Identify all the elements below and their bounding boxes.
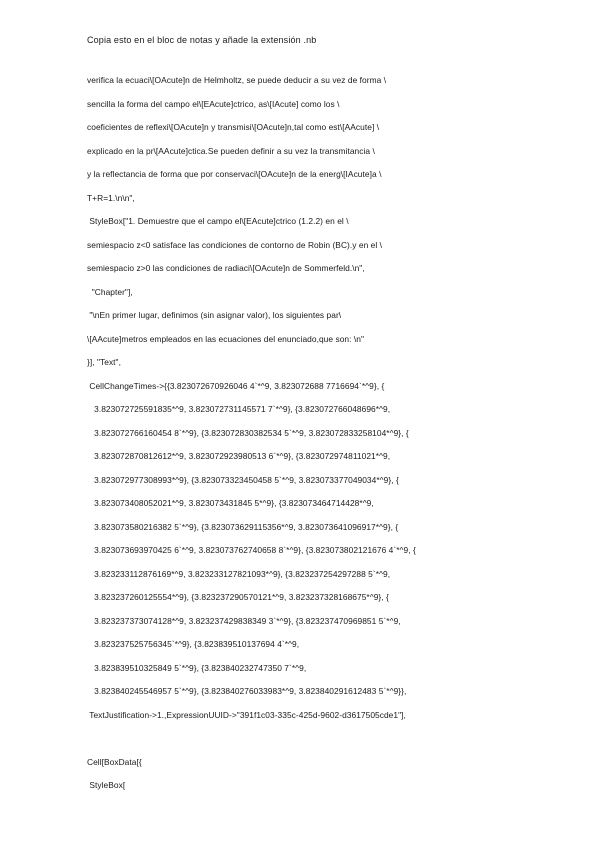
text-line: }], "Text",	[87, 357, 121, 367]
text-line: "\nEn primer lugar, definimos (sin asignar valor), los siguientes par\	[87, 310, 342, 320]
text-line: 3.823840245546957 5`*^9}, {3.823840276033983*^9, 3.823840291612483 5`*^9}},	[87, 686, 407, 696]
text-line: StyleBox[	[87, 780, 126, 790]
text-line: Cell[BoxData[{	[87, 756, 142, 767]
text-line: 3.823237373074128*^9, 3.823237429838349 3`*^9}, {3.823237470969851 5`*^9,	[87, 615, 401, 626]
text-line: explicado en la pr\[AAcute]ctica.Se pueden definir a su vez la transmitancia \	[87, 145, 375, 156]
document-body	[87, 69, 567, 798]
text-line: y la reflectancia de forma que por conservaci\[OAcute]n de la energ\[IAcute]a \	[87, 169, 382, 179]
text-line: StyleBox["1. Demuestre que el campo el\[EAcute]ctrico (1.2.2) en el \	[87, 216, 349, 226]
text-line: 3.823237260125554*^9}, {3.823237290570121*^9, 3.823237328168675*^9}, {	[87, 592, 389, 602]
text-line	[87, 727, 567, 751]
text-line: coeficientes de reflexi\[OAcute]n y transmisi\[OAcute]n,tal como est\[AAcute] \	[87, 122, 380, 132]
text-line: 3.823073408052021*^9, 3.823073431845 5*^9}, {3.823073464714428*^9,	[87, 498, 374, 508]
text-line: CellChangeTimes->{{3.823072670926046 4`*^9, 3.823072688 7716694`*^9}, {	[87, 380, 385, 391]
text-line: "Chapter"],	[87, 286, 133, 297]
text-line: TextJustification->1.,ExpressionUUID->"391f1c03-335c-425d-9602-d3617505cde1"],	[87, 709, 406, 720]
text-line: 3.823073693970425 6`*^9, 3.823073762740658 8`*^9}, {3.823073802121676 4`*^9, {	[87, 545, 416, 555]
text-line: 3.823072725591835*^9, 3.823072731145571 7`*^9}, {3.823072766048696*^9,	[87, 404, 391, 414]
text-line: \[AAcute]metros empleados en las ecuaciones del enunciado,que son: \n"	[87, 333, 364, 344]
text-line: 3.823233112876169*^9, 3.823233127821093*^9}, {3.823237254297288 5`*^9,	[87, 568, 391, 579]
text-line: T+R=1.\n\n",	[87, 192, 135, 203]
text-line: semiespacio z>0 las condiciones de radiaci\[OAcute]n de Sommerfeld.\n",	[87, 263, 365, 273]
text-line: 3.823237525756345`*^9}, {3.823839510137694 4`*^9,	[87, 639, 300, 649]
text-line: sencilla la forma del campo el\[EAcute]ctrico, as\[IAcute] como los \	[87, 98, 340, 109]
text-line: 3.823072766160454 8`*^9}, {3.823072830382534 5`*^9, 3.823072833258104*^9}, {	[87, 427, 409, 438]
text-line: 3.823072870812612*^9, 3.823072923980513 6`*^9}, {3.823072974811021*^9,	[87, 451, 391, 461]
text-line: 3.823072977308993*^9}, {3.823073323450458 5`*^9, 3.823073377049034*^9}, {	[87, 474, 399, 485]
text-line: 3.823073580216382 5`*^9}, {3.823073629115356*^9, 3.823073641096917*^9}, {	[87, 521, 399, 532]
text-line: 3.823839510325849 5`*^9}, {3.823840232747350 7`*^9,	[87, 662, 307, 673]
document-header: Copia esto en el bloc de notas y añade la extensión .nb	[87, 35, 317, 45]
text-line: semiespacio z<0 satisface las condiciones de contorno de Robin (BC).y en el \	[87, 239, 383, 250]
text-line: verifica la ecuaci\[OAcute]n de Helmholtz, se puede deducir a su vez de forma \	[87, 75, 387, 85]
